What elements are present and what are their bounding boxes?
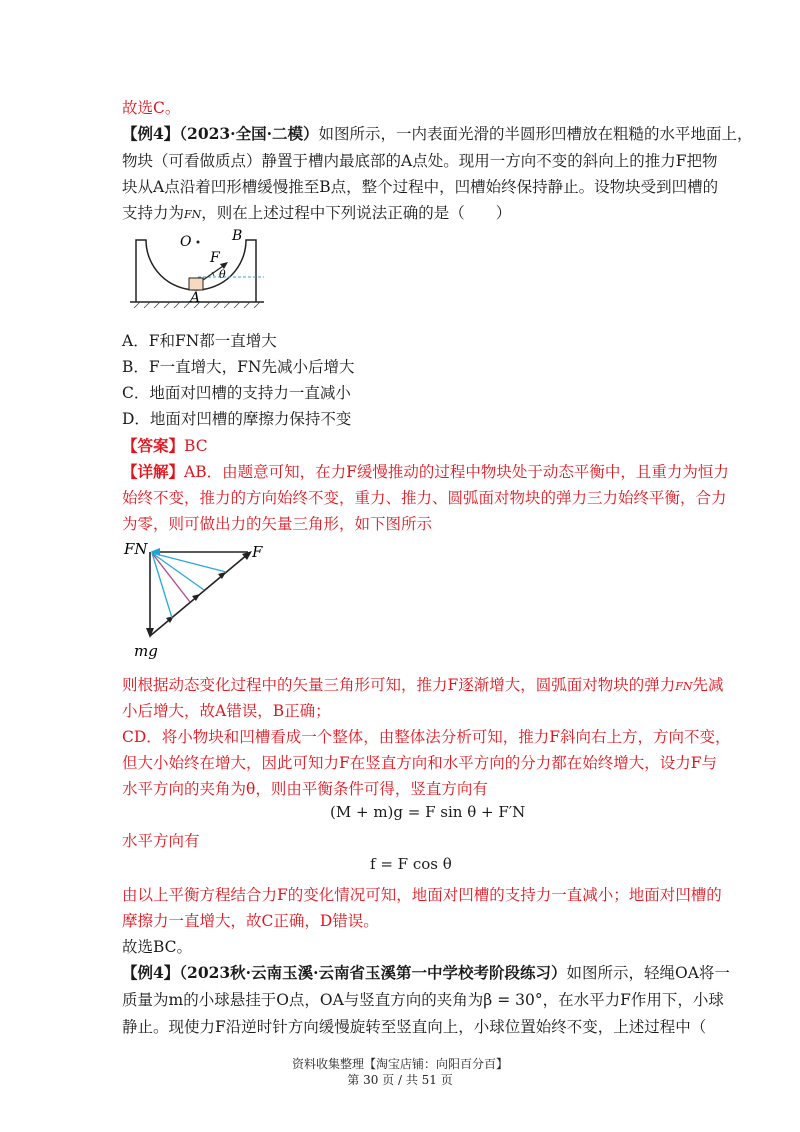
answer-label: 【答案】: [122, 436, 185, 455]
example1-text1: 如图所示，一内表面光滑的半圆形凹槽放在粗糙的水平地面上，: [318, 125, 753, 143]
explanation-line8: 水平方向的夹角为θ，则由平衡条件可得，竖直方向有: [122, 780, 488, 798]
explanation-label: 【详解】: [122, 462, 185, 481]
label-o: O: [180, 234, 192, 250]
explanation-p2-a: 则根据动态变化过程中的矢量三角形可知，推力F逐渐增大，圆弧面对物块的弹力: [122, 676, 676, 694]
label-theta: θ: [219, 268, 226, 281]
example1-line4-b: ，则在上述过程中下列说法正确的是（ ）: [201, 204, 512, 222]
label-f-vec: F: [252, 543, 263, 561]
equation-vertical: (M + m)g = F sin θ + F′N: [330, 803, 526, 821]
example1-line4-a: 支持力为: [122, 204, 185, 222]
option-a: A．F和FN都一直增大: [122, 332, 277, 350]
example2-line1: [122, 963, 730, 983]
explanation-text1: AB．由题意可知，在力F缓慢推动的过程中物块处于动态平衡中，且重力为恒力: [184, 463, 729, 481]
footer-source: 资料收集整理【淘宝店铺：向阳百分百】: [291, 1057, 508, 1071]
footer-page-number: 第 30 页 / 共 51 页: [347, 1073, 453, 1087]
block: [189, 278, 203, 290]
fn-symbol: FN: [184, 208, 202, 221]
explanation-conclusion: 故选BC。: [122, 938, 193, 956]
label-a: A: [190, 290, 201, 306]
horizontal-label: 水平方向有: [122, 832, 200, 850]
explanation-line10: 摩擦力一直增大，故C正确，D错误。: [122, 912, 379, 930]
explanation-line1: [122, 462, 729, 482]
label-fn: FN: [124, 540, 148, 558]
answer-line: [122, 436, 208, 456]
fn-line-3: [152, 553, 172, 618]
explanation-line6: CD．将小物块和凹槽看成一个整体，由整体法分析可知，推力F斜向右上方，方向不变，: [122, 728, 731, 746]
example1-line2: 物块（可看做质点）静置于槽内最底部的A点处。现用一方向不变的斜向上的推力F把物: [122, 152, 718, 170]
explanation-line9: 由以上平衡方程结合力F的变化情况可知，地面对凹槽的支持力一直减小；地面对凹槽的: [122, 886, 722, 904]
option-b: B．F一直增大，FN先减小后增大: [122, 358, 355, 376]
groove-figure: [128, 228, 268, 310]
example1-tag: 【例4】: [122, 124, 180, 143]
label-mg: mg: [134, 642, 158, 660]
example2-tag: 【例4】: [122, 963, 180, 982]
example2-text1: 如图所示，轻绳OA将一: [566, 964, 730, 982]
vector-triangle-figure: [120, 538, 280, 664]
explanation-line4: [122, 675, 724, 697]
fn-line-1: [152, 553, 226, 572]
fn-line-min: [152, 553, 190, 602]
label-f: F: [210, 250, 220, 266]
example1-line3: 块从A点沿着凹形槽缓慢推至B点，整个过程中，凹槽始终保持静止。设物块受到凹槽的: [122, 178, 719, 196]
option-c: C．地面对凹槽的支持力一直减小: [122, 384, 351, 402]
explanation-line7: 但大小始终在增大，因此可知力F在竖直方向和水平方向的分力都在始终增大，设力F与: [122, 754, 718, 772]
fn-line-2: [152, 553, 204, 590]
example1-line1: [122, 124, 753, 144]
example2-source: （2023秋·云南玉溪·云南省玉溪第一中学校考阶段练习）: [179, 963, 567, 982]
explanation-line3: 为零，则可做出力的矢量三角形，如下图所示: [122, 515, 433, 533]
fn-symbol-2: FN: [675, 680, 693, 693]
explanation-line5: 小后增大，故A错误，B正确；: [122, 702, 331, 720]
example1-line4: [122, 203, 511, 225]
example2-line3: 静止。现使力F沿逆时针方向缓慢旋转至竖直向上，小球位置始终不变，上述过程中（: [122, 1018, 707, 1036]
explanation-p2-b: 先减: [692, 676, 724, 694]
example1-source: （2023·全国·二模）: [179, 124, 319, 143]
equation-horizontal: f = F cos θ: [370, 855, 452, 873]
example2-line2: 质量为m的小球悬挂于O点，OA与竖直方向的夹角为β = 30°，在水平力F作用下，小球: [122, 991, 724, 1009]
label-b: B: [232, 228, 243, 244]
explanation-line2: 始终不变，推力的方向始终不变，重力、推力、圆弧面对物块的弹力三力始终平衡，合力: [122, 489, 727, 507]
answer-value: BC: [184, 437, 208, 455]
previous-conclusion: 故选C。: [122, 99, 181, 117]
option-d: D．地面对凹槽的摩擦力保持不变: [122, 410, 352, 428]
center-dot: [197, 241, 200, 244]
